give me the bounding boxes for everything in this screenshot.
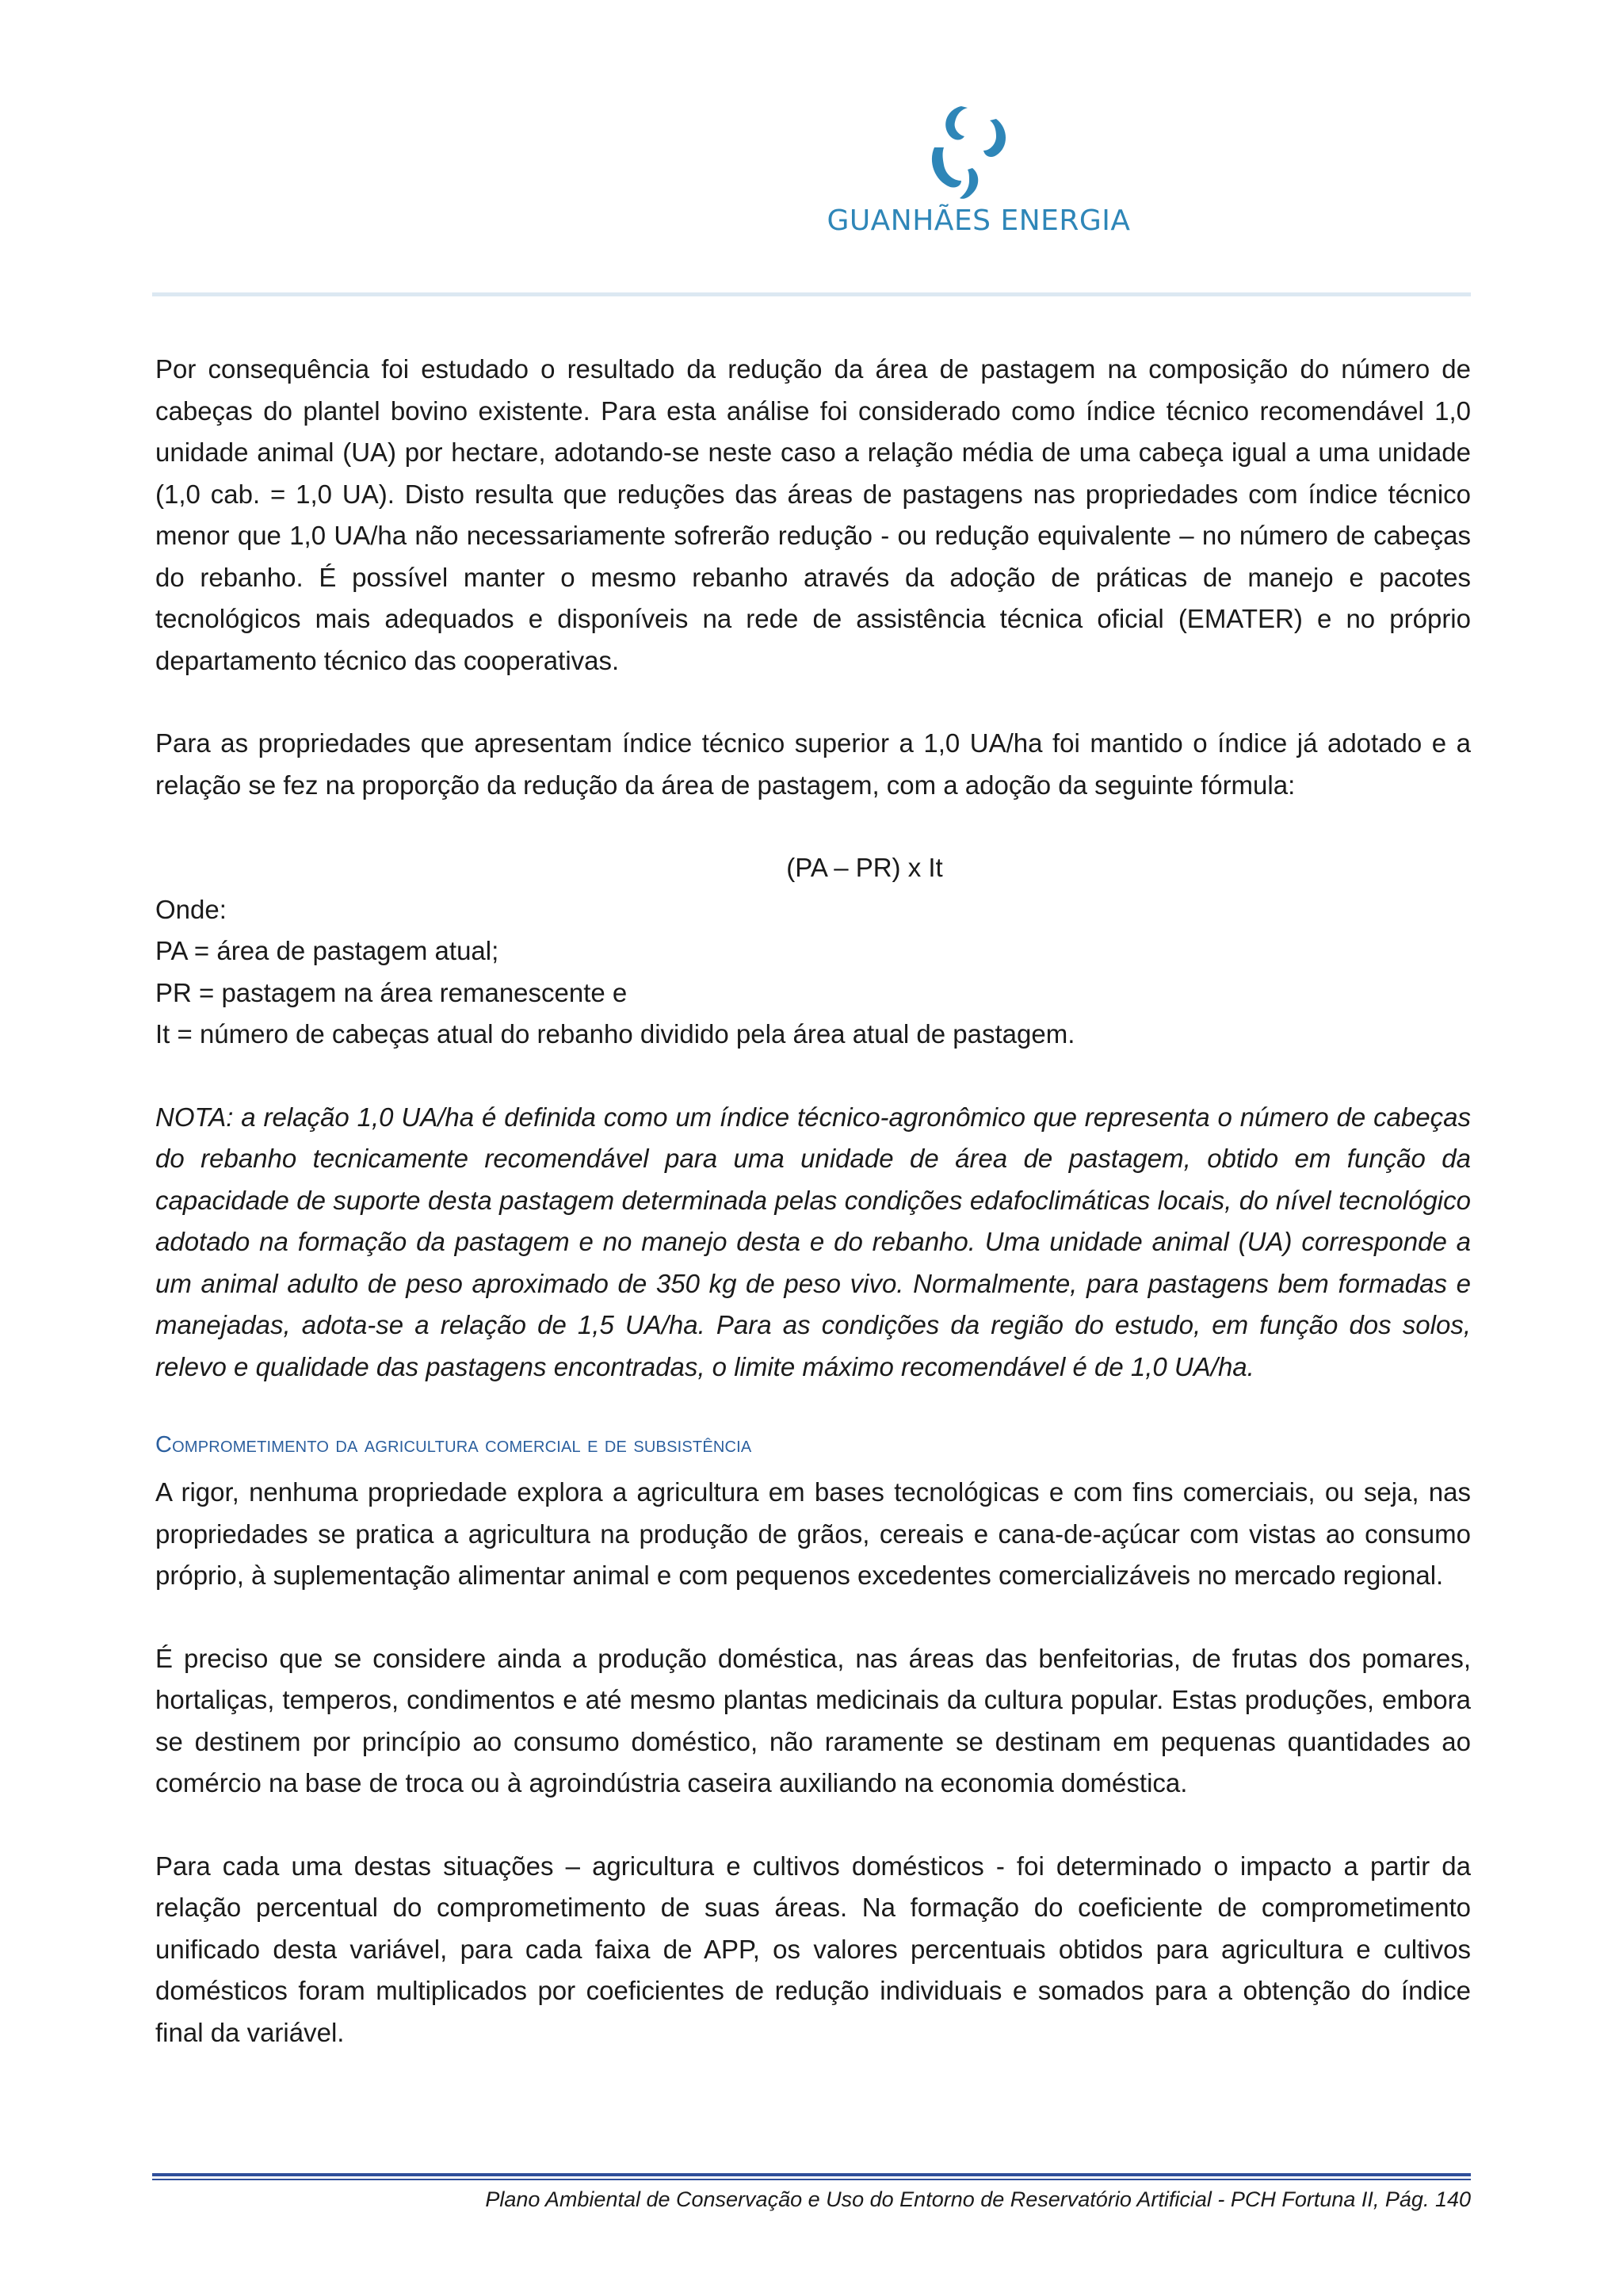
paragraph-1: Por consequência foi estudado o resultado da redução da área de pastagem na composição do número de cabeças do plantel bovino existente. Para esta análise foi considerado como índice técnico recomendável 1,0 unidade animal (UA) por hectare, adotando-se neste caso a relação média de uma cabeça igual a uma unidade (1,0 cab. = 1,0 UA). Disto resulta que reduções das áreas de pastagens nas propriedades com índice técnico menor que 1,0 UA/ha não necessariamente sofrerão redução - ou redução equivalente – no número de cabeças do rebanho. É possível manter o mesmo rebanho através da adoção de práticas de manejo e pacotes tecnológicos mais adequados e disponíveis na rede de assistência técnica oficial (EMATER) e no próprio departamento técnico das cooperativas. xyxy=(155,354,1471,675)
definition-it: It = número de cabeças atual do rebanho dividido pela área atual de pastagem. xyxy=(155,1019,1075,1049)
paragraph-3: A rigor, nenhuma propriedade explora a agricultura em bases tecnológicas e com fins comerciais, ou seja, nas propriedades se pratica a agricultura na produção de grãos, cereais e cana-de-açúcar com vistas ao consumo próprio, à suplementação alimentar animal e com pequenos excedentes comercializáveis no mercado regional. xyxy=(155,1477,1471,1590)
main-content xyxy=(155,349,1471,2053)
note-paragraph: NOTA: a relação 1,0 UA/ha é definida como um índice técnico-agronômico que representa o número de cabeças do rebanho tecnicamente recomendável para uma unidade de área de pastagem, obtido em função da capacidade de suporte desta pastagem determinada pelas condições edafoclimáticas locais, do nível tecnológico adotado na formação da pastagem e no manejo desta e do rebanho. Uma unidade animal (UA) corresponde a um animal adulto de peso aproximado de 350 kg de peso vivo. Normalmente, para pastagens bem formadas e manejadas, adota-se a relação de 1,5 UA/ha. Para as condições da região do estudo, em função dos solos, relevo e qualidade das pastagens encontradas, o limite máximo recomendável é de 1,0 UA/ha. xyxy=(155,1102,1471,1381)
where-label: Onde: xyxy=(155,894,227,924)
company-logo xyxy=(816,101,1133,252)
definition-pr: PR = pastagem na área remanescente e xyxy=(155,977,628,1007)
definition-pa: PA = área de pastagem atual; xyxy=(155,936,499,965)
footer-divider-bottom xyxy=(152,2179,1471,2180)
logo-text: GUANHÃES ENERGIA xyxy=(827,204,1131,237)
paragraph-2: Para as propriedades que apresentam índice técnico superior a 1,0 UA/ha foi mantido o índice já adotado e a relação se fez na proporção da redução da área de pastagem, com a adoção da seguinte fórmula: xyxy=(155,728,1471,800)
section-heading: Comprometimento da agricultura comercial e de subsistência xyxy=(155,1432,752,1457)
paragraph-4: É preciso que se considere ainda a produção doméstica, nas áreas das benfeitorias, de frutas dos pomares, hortaliças, temperos, condimentos e até mesmo plantas medicinais da cultura popular. Estas produções, embora se destinem por princípio ao consumo doméstico, não raramente se destinam em pequenas quantidades ao comércio na base de troca ou à agroindústria caseira auxiliando na economia doméstica. xyxy=(155,1643,1471,1797)
header-divider xyxy=(152,292,1471,296)
footer-text: Plano Ambiental de Conservação e Uso do Entorno de Reservatório Artificial - PCH Fortuna II, Pág. 140 xyxy=(485,2187,1471,2211)
footer-divider-top xyxy=(152,2173,1471,2176)
formula: (PA – PR) x It xyxy=(786,853,943,882)
paragraph-5: Para cada uma destas situações – agricultura e cultivos domésticos - foi determinado o impacto a partir da relação percentual do comprometimento de suas áreas. Na formação do coeficiente de comprometimento unificado desta variável, para cada faixa de APP, os valores percentuais obtidos para agricultura e cultivos domésticos foram multiplicados por coeficientes de redução individuais e somados para a obtenção do índice final da variável. xyxy=(155,1851,1471,2047)
logo-swirl-icon xyxy=(920,101,1015,204)
